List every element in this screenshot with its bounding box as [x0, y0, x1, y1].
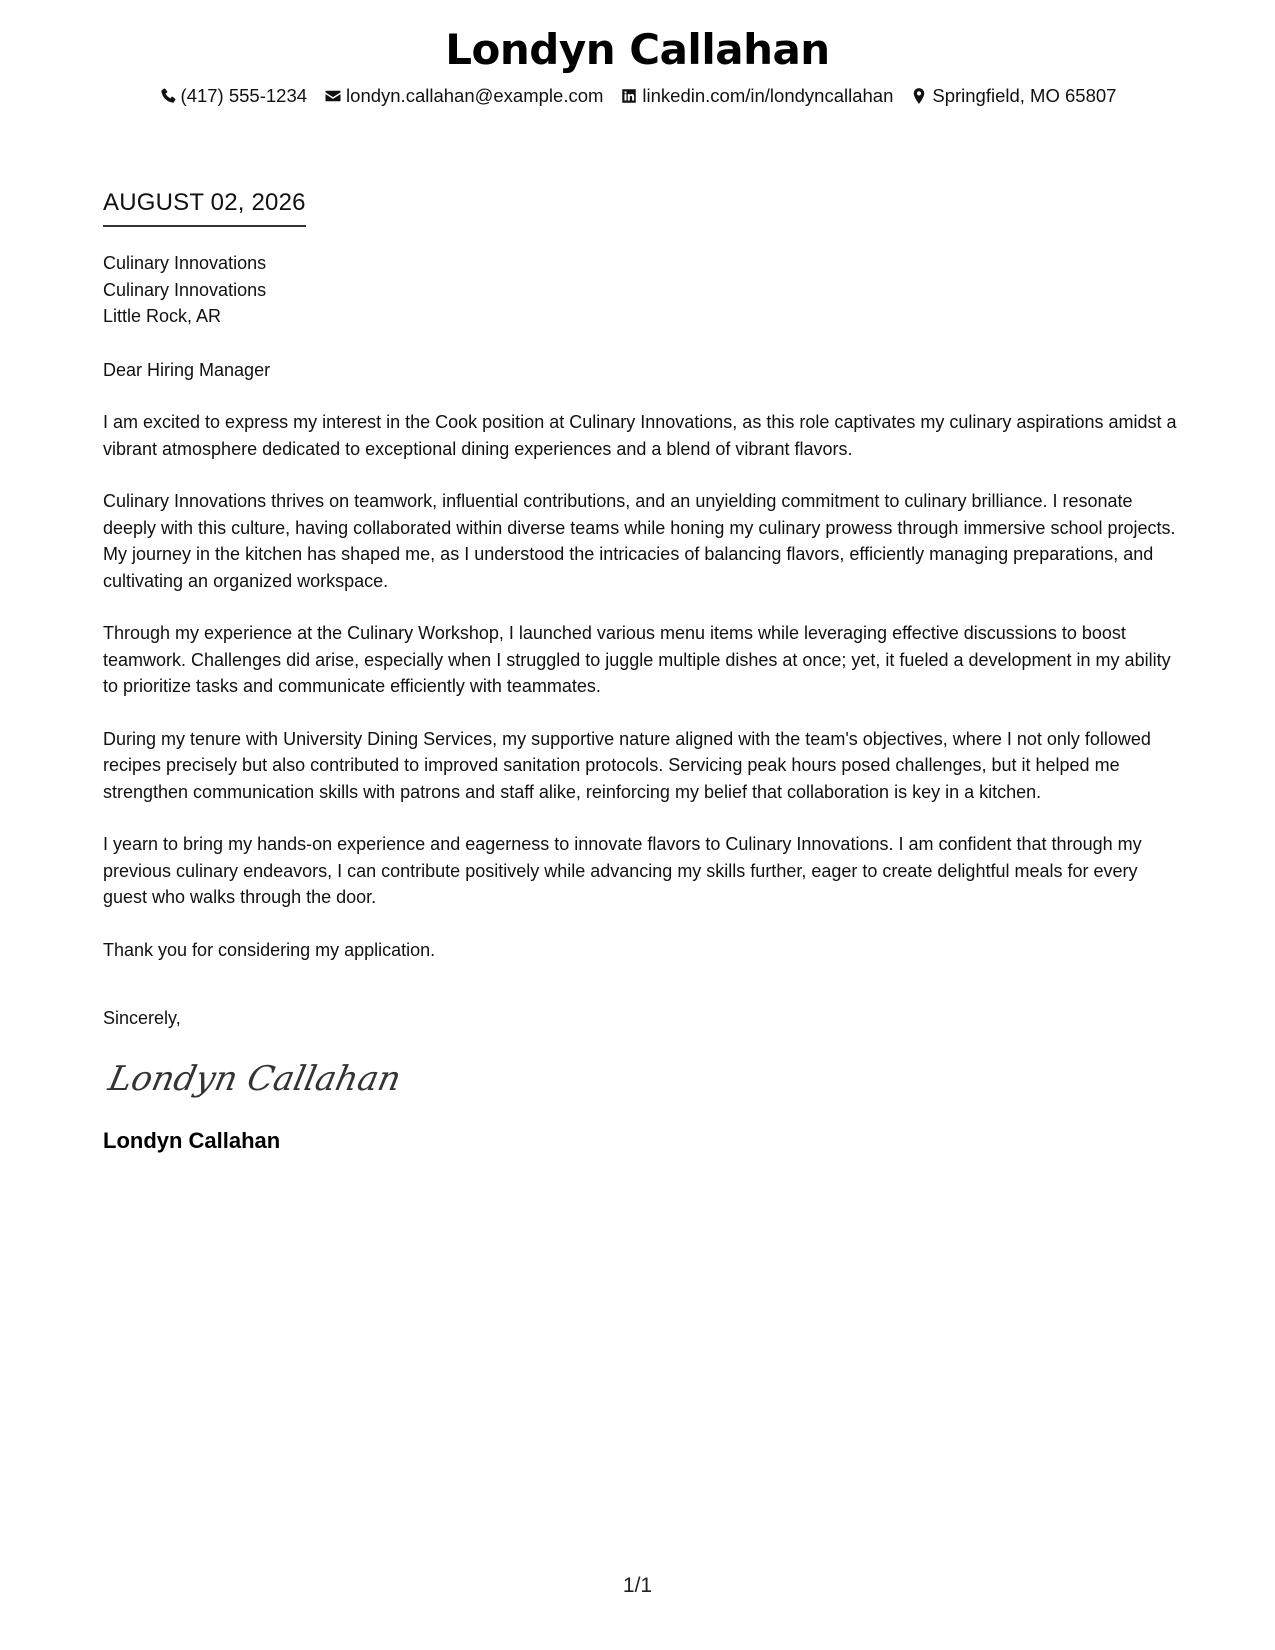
- contact-linkedin: [620, 84, 893, 108]
- sign-off: Sincerely,: [103, 1008, 181, 1028]
- recipient-address: [103, 250, 1178, 330]
- signature-text: Londyn Callahan: [105, 1058, 405, 1099]
- recipient-line: Little Rock, AR: [103, 306, 222, 326]
- body-paragraph: Culinary Innovations thrives on teamwork, influential contributions, and an unyielding commitment to culinary brilliance. I resonate deeply with this culture, having collaborated within diverse teams while honing my culinary prowess through immersive school projects. My journey in the kitchen has shaped me, as I understood the intricacies of balancing flavors, efficiently managing preparations, and cultivating an organized workspace.: [103, 491, 1176, 591]
- body-paragraph: Through my experience at the Culinary Workshop, I launched various menu items while leveraging effective discussions to boost teamwork. Challenges did arise, especially when I struggled to juggle multiple dishes at once; yet, it fueled a development in my ability to prioritize tasks and communicate efficiently with teammates.: [103, 623, 1171, 696]
- body-paragraph: I am excited to express my interest in the Cook position at Culinary Innovations, as this role captivates my culinary aspirations amidst a vibrant atmosphere dedicated to exceptional dining experiences and a blend of vibrant flavors.: [103, 412, 1177, 459]
- map-pin-icon: [910, 87, 928, 105]
- recipient-line: Culinary Innovations: [103, 279, 267, 300]
- location-text: Springfield, MO 65807: [932, 85, 1117, 106]
- phone-icon: [159, 87, 177, 105]
- linkedin-icon: [620, 87, 638, 105]
- applicant-name: Londyn Callahan: [445, 25, 830, 74]
- letter-body: [103, 250, 1178, 1155]
- letter-date: AUGUST 02, 2026: [103, 188, 306, 227]
- page-number: 1/1: [622, 1574, 653, 1597]
- signer-name: Londyn Callahan: [103, 1127, 281, 1153]
- handwritten-signature: [105, 1052, 405, 1106]
- phone-number: (417) 555-1234: [180, 85, 308, 106]
- body-paragraph: During my tenure with University Dining Services, my supportive nature aligned with the team's objectives, where I not only followed recipes precisely but also contributed to improved sanitation protocols. Servicing peak hours posed challenges, but it helped me strengthen communication skills with patrons and staff alike, reinforcing my belief that collaboration is key in a kitchen.: [103, 728, 1151, 802]
- letter-header: [0, 22, 1275, 108]
- body-paragraph: I yearn to bring my hands-on experience and eagerness to innovate flavors to Culinary Innovations. I am confident that through my previous culinary endeavors, I can contribute positively while advancing my skills further, eager to create delightful meals for every guest who walks through the door.: [103, 834, 1142, 907]
- salutation: Dear Hiring Manager: [103, 359, 271, 380]
- email-address: londyn.callahan@example.com: [346, 85, 604, 106]
- recipient-line: Culinary Innovations: [103, 253, 267, 273]
- linkedin-url: linkedin.com/in/londyncallahan: [642, 85, 894, 106]
- closing-thanks: Thank you for considering my application.: [103, 939, 436, 960]
- contact-bar: [0, 84, 1275, 108]
- contact-phone: [159, 84, 308, 108]
- envelope-icon: [324, 87, 342, 105]
- contact-location: [910, 84, 1116, 108]
- letter-date-block: [103, 188, 306, 227]
- contact-email: [324, 84, 603, 108]
